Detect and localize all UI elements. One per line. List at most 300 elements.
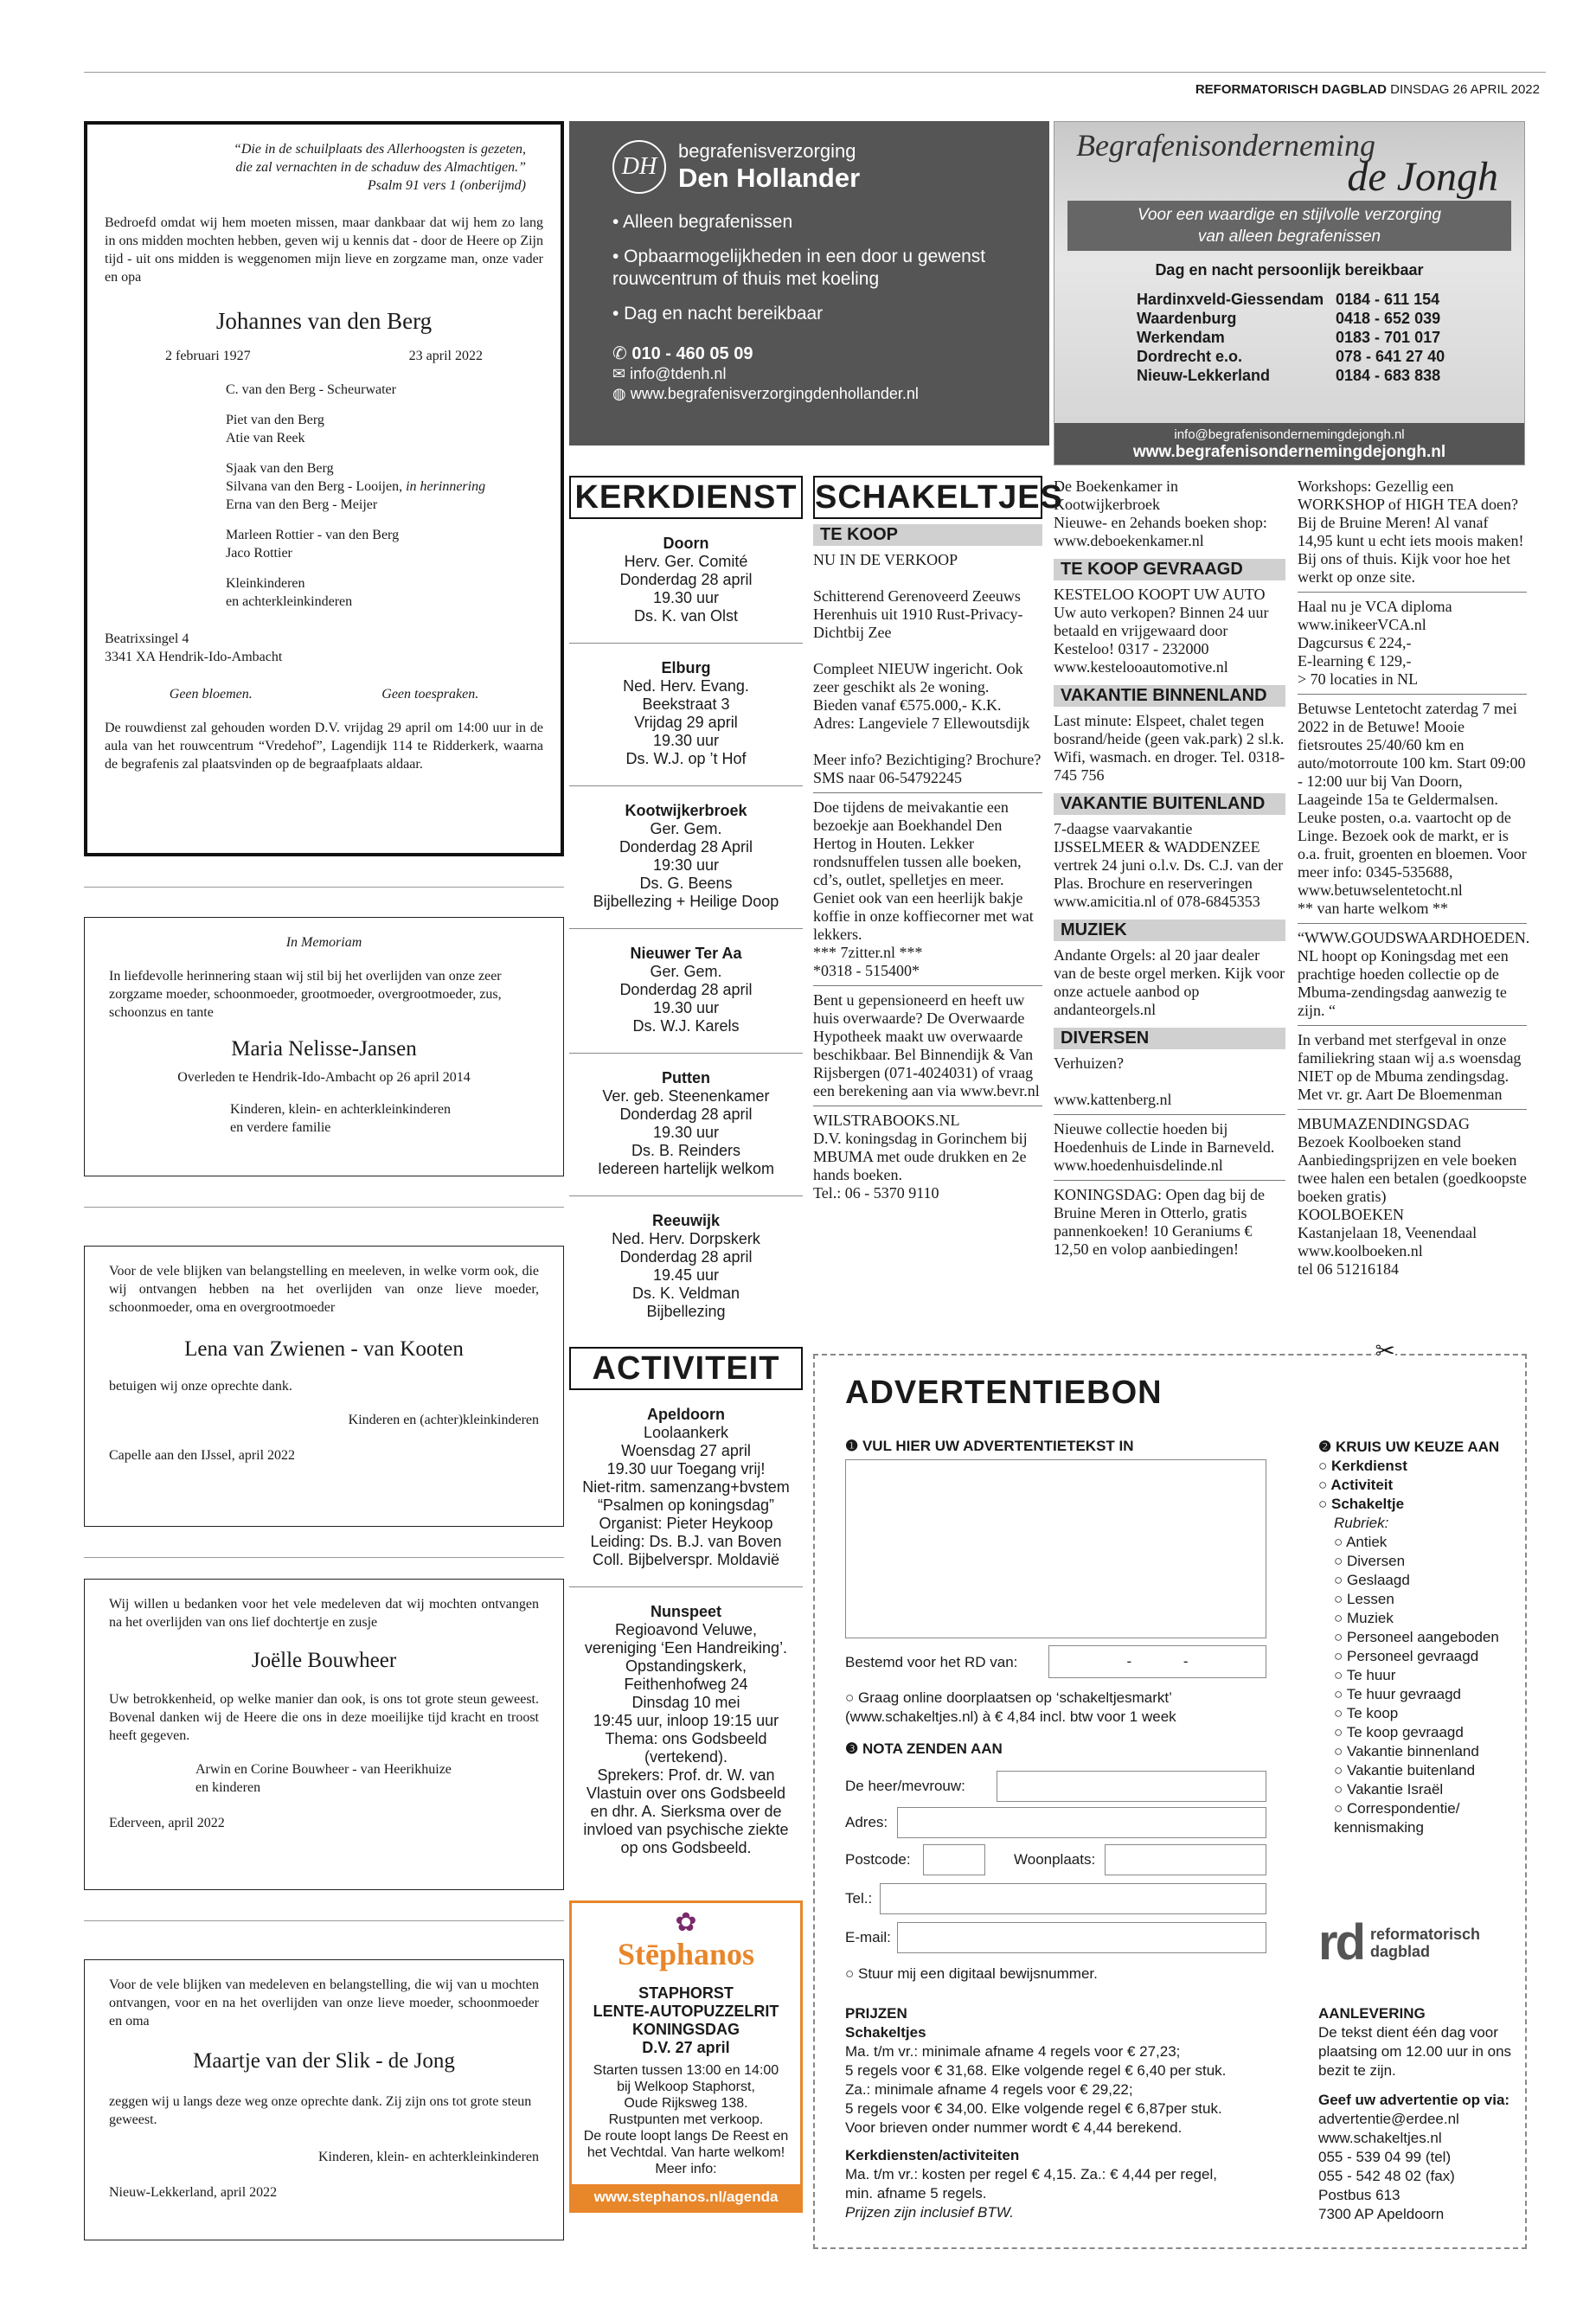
dh-name: Den Hollander <box>678 163 861 193</box>
dh-sub: begrafenisverzorging <box>678 140 856 162</box>
rubriek-option[interactable]: ○ Vakantie binnenland <box>1334 1742 1517 1761</box>
bon-title: ADVERTENTIEBON <box>845 1375 1163 1411</box>
rubriek-option[interactable]: ○ Personeel gevraagd <box>1334 1647 1517 1666</box>
stephanos-logo: Stēphanos <box>617 1937 755 1971</box>
slik-thanks: zeggen wij u langs deze weg onze oprechte dank. Zij zijn ons tot grote steun geweest. <box>109 2094 532 2127</box>
ad-line <box>813 733 1042 751</box>
prices-heading: PRIJZEN <box>845 2005 907 2022</box>
family-member <box>226 447 543 459</box>
address-line-2: 3341 XA Hendrik-Ido-Ambacht <box>105 650 283 664</box>
classified-ad <box>1298 476 1527 593</box>
ad-line: Nieuwe collectie hoeden bij Hoedenhuis de Linde in Barneveld. <box>1054 1120 1275 1156</box>
dj-place: Hardinxveld-Giessendam <box>1137 291 1324 308</box>
bewijs-option[interactable] <box>845 1965 1098 1983</box>
price-line: Za.: minimale afname 4 regels voor € 29,22; <box>845 2081 1133 2098</box>
mail-icon: ✉ <box>612 365 631 382</box>
kerkdienst-line: Beekstraat 3 <box>642 695 730 713</box>
steph-l3: KONINGSDAG <box>631 2021 740 2038</box>
rd-logo <box>1318 1913 1480 1971</box>
aanlevering-heading: AANLEVERING <box>1318 2005 1426 2022</box>
separator <box>84 1207 564 1208</box>
kerkdienst-item <box>569 1054 803 1196</box>
bouwheer-name: Joëlle Bouwheer <box>251 1649 397 1672</box>
activiteit-line: 19:45 uur, inloop 19:15 uur <box>593 1712 779 1729</box>
dj-place: Nieuw-Lekkerland <box>1137 367 1271 384</box>
rubric-heading: VAKANTIE BUITENLAND <box>1054 793 1285 815</box>
kerkdienst-line: 19.45 uur <box>652 1266 720 1284</box>
field-input-f5[interactable] <box>880 1883 1266 1914</box>
ad-line: D.V. koningsdag in Gorinchem bij MBUMA met oude drukken en 2e hands boeken. <box>813 1130 1028 1183</box>
activiteit-item <box>569 1587 803 1875</box>
ad-line: “WWW.GOUDSWAARDHOEDEN. NL hoopt op Koningsdag met een prachtige hoeden collectie op de Mbuma-zendingsdag aanwezig te zijn. “ <box>1298 929 1530 1019</box>
rd-logo-text-1: reformatorisch <box>1370 1925 1481 1943</box>
stephanos-line: Starten tussen 13:00 en 14:00 <box>593 2063 779 2078</box>
paper-name: REFORMATORISCH DAGBLAD <box>1195 82 1387 97</box>
field-label-f5: Tel.: <box>845 1890 873 1907</box>
ad-line: www.inikeerVCA.nl <box>1298 616 1426 633</box>
contact-line: 7300 AP Apeldoorn <box>1318 2206 1445 2222</box>
kerkdienst-place: Kootwijkerbroek <box>625 802 747 819</box>
ad-line: Haal nu je VCA diploma <box>1298 598 1452 615</box>
kerkdienst-line: Ned. Herv. Dorpskerk <box>612 1230 760 1247</box>
stephanos-line: Meer info: <box>655 2162 717 2176</box>
separator <box>84 887 564 888</box>
dh-monogram-icon: DH <box>612 140 666 194</box>
family-member: Jaco Rottier <box>226 546 292 561</box>
rubriek-option[interactable]: ○ Lessen <box>1334 1590 1517 1609</box>
kerkdienst-line: Donderdag 28 april <box>619 981 753 998</box>
classified-ad <box>813 1110 1042 1208</box>
ad-line: Compleet NIEUW ingericht. Ook zeer geschikt als 2e woning. <box>813 660 1023 695</box>
ad-line: 7-daagse vaarvakantie IJSSELMEER & WADDENZEE vertrek 24 juni o.l.v. Ds. C.J. van der Plas. Brochure en reserveringen www.amicitia.nl of 078-6845353 <box>1054 820 1284 910</box>
kerkdienst-place: Elburg <box>661 659 711 676</box>
dh-email: info@tdenh.nl <box>630 365 727 382</box>
dh-bullet-1: • Alleen begrafenissen <box>612 212 793 232</box>
ad-line: SMS naar 06-54792245 <box>813 769 962 786</box>
birth-date: 2 februari 1927 <box>165 349 251 363</box>
classified-ad <box>1054 1118 1285 1181</box>
stephanos-flower-icon: ✿ <box>675 1908 697 1937</box>
family-member: Erna van den Berg - Meijer <box>226 497 378 512</box>
bouwheer-sig-2: en kinderen <box>195 1780 261 1795</box>
ad-line: Bent u gepensioneerd en heeft uw huis overwaarde? De Overwaarde Hypotheek maakt uw overwaarde beschikbaar. Bel Binnendijk & Van Rijsbergen (071-4024031) of vraag een berekening aan via www.bevr.nl <box>813 991 1040 1099</box>
page-header <box>1195 82 1540 97</box>
kerkdienst-place: Nieuwer Ter Aa <box>630 945 742 962</box>
kerkdienst-heading: KERKDIENST <box>569 476 803 519</box>
activiteit-line: Opstandingskerk, <box>625 1657 747 1675</box>
ad-line: Andante Orgels: al 20 jaar dealer van de beste orgel merken. Kijk voor onze actuele aanbod op andanteorgels.nl <box>1054 946 1285 1018</box>
activiteit-line: Coll. Bijbelverspr. Moldavië <box>592 1551 780 1568</box>
rubric-heading: DIVERSEN <box>1054 1028 1285 1049</box>
rd-date-input[interactable] <box>1048 1645 1266 1678</box>
classified-ad <box>1298 596 1527 695</box>
stephanos-line: Rustpunten met verkoop. <box>608 2112 764 2127</box>
ad-line: www.hoedenhuisdelinde.nl <box>1054 1157 1223 1174</box>
ad-line: Schitterend Gerenoveerd Zeeuws Herenhuis uit 1910 Rust-Privacy-Dichtbij Zee <box>813 587 1023 641</box>
notice-intro: Bedroefd omdat wij hem moeten missen, maar dankbaar dat wij hem zo lang in ons midden mochten hebben, geven wij u kennis dat - door de Heere op Zijn tijd - uit ons midden is weggenomen mijn lieve en zorgzame man, onze vader en opa <box>105 215 543 285</box>
stephanos-line: bij Welkoop Staphorst, <box>617 2080 755 2094</box>
dj-web: www.begrafenisondernemingdejongh.nl <box>1132 443 1446 461</box>
death-notice-van-den-berg <box>84 121 564 856</box>
activiteit-line: 19.30 uur Toegang vrij! <box>606 1460 766 1477</box>
kerkdienst-line: 19.30 uur <box>652 589 720 606</box>
ad-text-area[interactable] <box>845 1459 1266 1638</box>
phone-icon: ✆ <box>612 344 632 363</box>
memoriam-notice <box>84 917 564 1176</box>
ad-line: Kastanjelaan 18, Veenendaal <box>1298 1224 1477 1241</box>
slik-place: Nieuw-Lekkerland, april 2022 <box>109 2185 278 2200</box>
classified-ad <box>813 549 1042 793</box>
price-line: Ma. t/m vr.: minimale afname 4 regels voor € 27,23; <box>845 2043 1181 2060</box>
dj-place: Dordrecht e.o. <box>1137 348 1243 365</box>
date-dash-1: - <box>1126 1653 1132 1670</box>
classified-ad <box>1054 476 1285 555</box>
rubriek-option[interactable]: ○ Vakantie Israël <box>1334 1780 1517 1799</box>
psalm-quote-1: “Die in de schuilplaats des Allerhoogsten is gezeten, <box>233 142 526 157</box>
dh-bullet-3: • Dag en nacht bereikbaar <box>612 304 824 324</box>
classified-ad <box>813 990 1042 1106</box>
ad-line: Uw auto verkopen? Binnen 24 uur betaald en vrijgewaard door Kesteloo! 0317 - 232000 www.kestelooautomotive.nl <box>1054 604 1269 676</box>
memoriam-sig-2: en verdere familie <box>230 1120 331 1135</box>
dj-phone: 0418 - 652 039 <box>1336 310 1441 327</box>
price-line: Ma. t/m vr.: kosten per regel € 4,15. Za.: € 4,44 per regel, <box>845 2166 1217 2182</box>
kerkdienst-line: Ds. K. Veldman <box>631 1285 740 1302</box>
online-option[interactable] <box>845 1689 1260 1727</box>
schakeltjes-col-1 <box>813 521 1042 1208</box>
dh-logo-row <box>612 140 1006 194</box>
kerkdienst-line: 19.30 uur <box>652 1124 720 1141</box>
ad-line: Adres: Langeviele 7 Ellewoutsdijk <box>813 715 1030 732</box>
classified-ad <box>1298 1113 1527 1284</box>
advertentiebon <box>813 1337 1527 2249</box>
ad-line: Workshops: Gezellig een WORKSHOP of HIGH TEA doen? Bij de Bruine Meren! Al vanaf 14,95 kunt u echt iets moois maken! Bij ons of thuis. Kijk voor hoe het werkt op onze site. <box>1298 478 1524 586</box>
field-input-f3[interactable] <box>923 1844 985 1875</box>
prices-kerk: Kerkdiensten/activiteiten <box>845 2147 1020 2163</box>
thanks-text: Voor de vele blijken van belangstelling en meeleven, in welke vorm ook, die wij ontvangen hebben na het overlijden van onze lieve moeder, schoonmoeder, oma en overgrootmoeder <box>109 1264 539 1315</box>
dj-phone: 0184 - 683 838 <box>1336 367 1441 384</box>
dj-place-row <box>1137 366 1524 385</box>
choice-option[interactable]: ○ Schakeltje <box>1318 1495 1517 1514</box>
ad-line: Meer info? Bezichtiging? Brochure? <box>813 751 1042 768</box>
activiteit-line: Loolaankerk <box>643 1424 729 1441</box>
top-rule <box>84 72 1546 73</box>
choice-option[interactable]: ○ Kerkdienst <box>1318 1457 1517 1476</box>
kerkdienst-line: Ger. Gem. <box>650 963 722 980</box>
kerkdienst-line: 19:30 uur <box>652 856 720 874</box>
dj-place-row <box>1137 347 1524 366</box>
ad-line: MBUMAZENDINGSDAG <box>1298 1115 1471 1132</box>
prices-list <box>845 2042 1295 2138</box>
contact-list <box>1318 2110 1517 2224</box>
prices-kerk-list <box>845 2165 1295 2203</box>
field-input-f1[interactable] <box>997 1771 1266 1802</box>
thanks-line: betuigen wij onze oprechte dank. <box>109 1379 292 1394</box>
rubriek-option[interactable]: ○ Te huur <box>1334 1666 1517 1685</box>
ad-line: Doe tijdens de meivakantie een bezoekje aan Boekhandel Den Hertog in Houten. Lekker rondsnuffelen tussen alle boeken, cd’s, outlet, spelletjes en meer. Geniet ook van een heerlijk bakje koffie in onze koffiecorner met wat lekkers. <box>813 798 1034 943</box>
dj-reach: Dag en nacht persoonlijk bereikbaar <box>1155 261 1424 279</box>
activiteit-line: vereniging ‘Een Handreiking’. <box>584 1639 788 1657</box>
field-label-f1: De heer/mevrouw: <box>845 1778 965 1794</box>
classified-ad <box>1298 1029 1527 1110</box>
activiteit-line: en dhr. A. Sierksma over de <box>590 1803 782 1820</box>
field-label-f4: Woonplaats: <box>1014 1851 1096 1868</box>
ad-line: Dagcursus € 224,- <box>1298 634 1412 651</box>
slik-name: Maartje van der Slik - de Jong <box>193 2049 455 2073</box>
family-member <box>226 514 543 526</box>
schakeltjes-col-3 <box>1298 476 1530 1284</box>
web-icon: ◍ <box>612 385 631 402</box>
kerkdienst-line: Herv. Ger. Comité <box>624 553 748 570</box>
ad-line: Nieuwe- en 2ehands boeken shop: www.deboekenkamer.nl <box>1054 514 1267 549</box>
bon-step-1: ❶ VUL HIER UW ADVERTENTIETEKST IN <box>845 1438 1134 1454</box>
thanks-name: Lena van Zwienen - van Kooten <box>184 1337 464 1361</box>
kerkdienst-line: Ger. Gem. <box>650 820 722 837</box>
dj-place: Waardenburg <box>1137 310 1237 327</box>
activiteit-item <box>569 1390 803 1587</box>
kerkdienst-line: Donderdag 28 april <box>619 1106 753 1123</box>
prices-incl: Prijzen zijn inclusief BTW. <box>845 2204 1014 2221</box>
ad-line <box>1054 1073 1285 1091</box>
de-jongh-ad <box>1054 121 1525 465</box>
rubriek-option[interactable]: ○ Te huur gevraagd <box>1334 1685 1517 1704</box>
steph-l1: STAPHORST <box>638 1984 734 2002</box>
kerkdienst-line: Ds. W.J. op ’t Hof <box>625 750 747 767</box>
bouwheer-place: Ederveen, april 2022 <box>109 1816 225 1830</box>
rubriek-option[interactable]: ○ Muziek <box>1334 1609 1517 1628</box>
rubriek-option[interactable]: ○ Vakantie buitenland <box>1334 1761 1517 1780</box>
dj-place-row <box>1137 290 1524 309</box>
ad-line: Betuwse Lentetocht zaterdag 7 mei 2022 in de Betuwe! Mooie fietsroutes 25/40/60 km en auto/motorroute 100 km. Start 09:00 - 12:00 uur bij Van Doorn, Laageinde 15a te Geldermalsen. Leuke posten, o.a. vaartocht op de Linge. Bezoek ook de markt, er is o.a. fruit, groenten en bloemen. Voor meer info: 0345-535688, www.betuwselentetocht.nl <box>1298 700 1527 899</box>
ad-line: Verhuizen? <box>1054 1054 1124 1072</box>
kerkdienst-line: Iedereen hartelijk welkom <box>597 1160 775 1177</box>
dj-places <box>1137 290 1524 385</box>
dj-band <box>1067 201 1511 251</box>
activiteit-line: Regioavond Veluwe, <box>614 1621 758 1638</box>
ad-line <box>813 642 1042 660</box>
no-flowers: Geen bloemen. <box>169 687 253 702</box>
activiteit-line: Woensdag 27 april <box>621 1442 751 1459</box>
ad-line: *0318 - 515400* <box>813 962 920 979</box>
rubriek-option[interactable]: ○ Correspondentie/ kennismaking <box>1334 1799 1517 1837</box>
dj-place: Werkendam <box>1137 329 1225 346</box>
choice-list <box>1318 1457 1517 1514</box>
radio-icon: ○ <box>845 1689 858 1706</box>
aanlevering-text: De tekst dient één dag voor plaatsing om 12.00 uur in ons bezit te zijn. <box>1318 2024 1512 2079</box>
activiteit-line: Thema: ons Godsbeeld <box>605 1730 767 1747</box>
rubric-heading: TE KOOP GEVRAAGD <box>1054 559 1285 580</box>
family-member: en achterkleinkinderen <box>226 594 353 609</box>
kerkdienst-line: Donderdag 28 April <box>619 838 753 856</box>
slik-text: Voor de vele blijken van medeleven en belangstelling, die wij van u mochten ontvangen, voor en na het overlijden van onze lieve moeder, schoonmoeder en oma <box>109 1977 539 2029</box>
bon-step-3: ❸ NOTA ZENDEN AAN <box>845 1740 1003 1757</box>
kerkdienst-item <box>569 644 803 786</box>
activiteit-line: Organist: Pieter Heykoop <box>599 1515 773 1532</box>
activiteit-line: (vertekend). <box>644 1748 728 1766</box>
kerkdienst-line: Ds. K. van Olst <box>633 607 739 625</box>
family-list <box>105 381 543 611</box>
ad-line: E-learning € 129,- <box>1298 652 1412 670</box>
memoriam-text: In liefdevolle herinnering staan wij stil bij het overlijden van onze zeer zorgzame moeder, schoonmoeder, grootmoeder, overgrootmoeder, zus, schoonzus en tante <box>109 969 502 1020</box>
field-label-f3: Postcode: <box>845 1851 911 1868</box>
kerkdienst-item <box>569 1196 803 1338</box>
memoriam-died: Overleden te Hendrik-Ido-Ambacht op 26 april 2014 <box>177 1070 471 1085</box>
prices <box>845 2004 1295 2222</box>
family-member: C. van den Berg - Scheurwater <box>226 382 396 397</box>
rubric-heading: TE KOOP <box>813 524 1042 546</box>
rubriek-option[interactable]: ○ Te koop <box>1334 1704 1517 1723</box>
family-member: Kleinkinderen <box>226 576 305 591</box>
dh-phone: 010 - 460 05 09 <box>631 344 753 363</box>
family-member <box>226 562 543 574</box>
kerkdienst-line: Donderdag 28 april <box>619 1248 753 1266</box>
bestemd-label: Bestemd voor het RD van: <box>845 1654 1018 1670</box>
ad-line: www.koolboeken.nl <box>1298 1242 1423 1259</box>
activiteit-place: Nunspeet <box>650 1603 721 1620</box>
ad-line: KOOLBOEKEN <box>1298 1206 1404 1223</box>
contact-line: Postbus 613 <box>1318 2187 1401 2203</box>
memoriam-title: In Memoriam <box>285 935 362 950</box>
address-line-1: Beatrixsingel 4 <box>105 631 189 646</box>
activiteit-line: Leiding: Ds. B.J. van Boven <box>590 1533 782 1550</box>
online-text: Graag online doorplaatsen op ‘schakeltjesmarkt’ (www.schakeltjes.nl) à € 4,84 incl. btw voor 1 week <box>845 1689 1176 1725</box>
dj-email: info@begrafenisondernemingdejongh.nl <box>1174 427 1405 442</box>
rd-logo-text-2: dagblad <box>1370 1942 1431 1960</box>
date-dash-2: - <box>1183 1653 1189 1670</box>
rubric-heading: MUZIEK <box>1054 920 1285 941</box>
activiteit-line: Feithenhofweg 24 <box>624 1676 748 1693</box>
memoriam-name: Maria Nelisse-Jansen <box>231 1037 417 1061</box>
schakeltjes-heading: SCHAKELTJES <box>813 476 1042 519</box>
family-member: Piet van den Berg <box>226 413 324 427</box>
classified-ad <box>1298 927 1530 1026</box>
kerkdienst-place: Doorn <box>663 535 709 552</box>
contact-line: 055 - 539 04 99 (tel) <box>1318 2149 1452 2165</box>
thanks-sig: Kinderen en (achter)kleinkinderen <box>348 1413 539 1427</box>
stephanos-line: het Vechtdal. Van harte welkom! <box>586 2145 785 2160</box>
family-member: Silvana van den Berg - Looijen, in herinnering <box>226 479 486 494</box>
field-input-f6[interactable] <box>897 1922 1266 1953</box>
stephanos-text <box>572 2062 800 2184</box>
classified-ad <box>1054 1184 1285 1264</box>
field-input-f2[interactable] <box>897 1807 1266 1838</box>
slik-sig: Kinderen, klein- en achterkleinkinderen <box>318 2150 539 2164</box>
prices-schakeltjes: Schakeltjes <box>845 2024 926 2041</box>
rubriek-option[interactable]: ○ Te koop gevraagd <box>1334 1723 1517 1742</box>
kerkdienst-place: Reeuwijk <box>651 1212 721 1229</box>
stephanos-ad <box>569 1900 803 2213</box>
activiteit-line: Sprekers: Prof. dr. W. van <box>597 1766 775 1784</box>
scissors-icon: ✂ <box>1375 1337 1395 1364</box>
psalm-quote-2: die zal vernachten in de schaduw des Almachtigen.” <box>235 160 526 175</box>
kerkdienst-item <box>569 786 803 929</box>
classified-ad <box>1054 818 1285 916</box>
activiteit-line: Dinsdag 10 mei <box>631 1694 740 1711</box>
schakeltjes-heading-wrap <box>813 476 1063 519</box>
stephanos-web[interactable]: www.stephanos.nl/agenda <box>572 2184 800 2210</box>
rubriek-option[interactable]: ○ Antiek <box>1334 1533 1517 1552</box>
field-input-f4[interactable] <box>1105 1844 1266 1875</box>
dj-title-1: Begrafenisonderneming <box>1076 128 1375 163</box>
separator <box>84 1557 564 1558</box>
activiteit-line: invloed van psychische ziekte <box>583 1821 789 1838</box>
ad-line: *** 7zitter.nl *** <box>813 944 923 961</box>
kerkdienst-line: Bijbellezing <box>646 1303 726 1320</box>
classified-ad <box>813 797 1042 986</box>
family-member <box>226 399 543 411</box>
kerkdienst-line: Ned. Herv. Evang. <box>623 677 749 695</box>
kerkdienst-column <box>569 476 803 2213</box>
thanks-notice-van-zwienen <box>84 1246 564 1527</box>
notice-requests <box>105 685 543 703</box>
kerkdienst-line: Donderdag 28 april <box>619 571 753 588</box>
activiteit-line: “Psalmen op koningsdag” <box>597 1497 775 1514</box>
price-line: min. afname 5 regels. <box>845 2185 987 2202</box>
ad-line: De Boekenkamer in Kootwijkerbroek <box>1054 478 1178 513</box>
activiteit-line: Vlastuin over ons Godsbeeld <box>586 1785 786 1802</box>
classified-ad <box>1298 698 1527 924</box>
rubriek-list <box>1318 1533 1517 1837</box>
dj-band-1: Voor een waardige en stijlvolle verzorging <box>1138 206 1441 224</box>
service-info: De rouwdienst zal gehouden worden D.V. vrijdag 29 april om 14:00 uur in de aula van het rouwcentrum “Vredehof”, Lagendijk 114 te Ridderkerk, waarna de begrafenis zal plaatsvinden op de begraafplaats aldaar. <box>105 721 543 772</box>
rubriek-option[interactable]: ○ Personeel aangeboden <box>1334 1628 1517 1647</box>
kerkdienst-line: 19.30 uur <box>652 999 720 1016</box>
activiteit-line: op ons Godsbeeld. <box>620 1839 752 1856</box>
kerkdienst-line: Ds. G. Beens <box>639 875 733 892</box>
den-hollander-ad <box>569 121 1049 445</box>
classified-ad <box>1054 1053 1285 1115</box>
ad-line: > 70 locaties in NL <box>1298 670 1419 688</box>
bouwheer-text-2: Uw betrokkenheid, op welke manier dan ook, is ons tot grote steun geweest. Bovenal danken wij de Heere die ons in deze moeilijke tijd kracht en troost heeft gegeven. <box>109 1692 539 1743</box>
thanks-notice-van-der-slik <box>84 1959 564 2240</box>
ad-line: In verband met sterfgeval in onze familiekring staan wij a.s woensdag NIET op de Mbuma zendingsdag. Met vr. gr. Aart De Bloemenman <box>1298 1031 1522 1103</box>
rubriek-option[interactable]: ○ Geslaagd <box>1334 1571 1517 1590</box>
no-speeches: Geen toespraken. <box>381 687 479 702</box>
kerkdienst-line: Vrijdag 29 april <box>634 714 738 731</box>
contact-line: www.schakeltjes.nl <box>1318 2130 1442 2146</box>
price-line: Voor brieven onder nummer wordt € 4,44 berekend. <box>845 2119 1183 2136</box>
family-member: Atie van Reek <box>226 431 305 445</box>
classified-ad <box>1054 584 1285 682</box>
thanks-notice-bouwheer <box>84 1579 564 1890</box>
dj-phone: 0183 - 701 017 <box>1336 329 1441 346</box>
aanlevering <box>1318 2004 1517 2224</box>
kerkdienst-line: Ds. W.J. Karels <box>632 1017 740 1035</box>
price-line: 5 regels voor € 31,68. Elke volgende regel € 6,40 per stuk. <box>845 2062 1227 2079</box>
kerkdienst-list <box>569 519 803 1338</box>
family-member: Sjaak van den Berg <box>226 461 334 476</box>
ad-line: tel 06 51216184 <box>1298 1260 1399 1278</box>
ad-line: Bezoek Koolboeken stand Aanbiedingsprijzen en vele boeken twee halen een betalen (goedkoopste boeken gratis) <box>1298 1133 1527 1205</box>
rubriek-option[interactable]: ○ Diversen <box>1334 1552 1517 1571</box>
field-label-f6: E-mail: <box>845 1929 891 1945</box>
deceased-name: Johannes van den Berg <box>215 308 433 334</box>
choice-option[interactable]: ○ Activiteit <box>1318 1476 1517 1495</box>
steph-l4: D.V. 27 april <box>642 2039 730 2056</box>
kerkdienst-item <box>569 519 803 644</box>
field-label-f2: Adres: <box>845 1814 888 1830</box>
classified-ad <box>1054 710 1285 790</box>
activiteit-list <box>569 1390 803 1875</box>
stephanos-line: Oude Rijksweg 138. <box>624 2096 748 2111</box>
ad-line: WILSTRABOOKS.NL <box>813 1112 960 1129</box>
activiteit-place: Apeldoorn <box>647 1406 725 1423</box>
bon-step-2: ❷ KRUIS UW KEUZE AAN <box>1318 1439 1500 1455</box>
activiteit-heading: ACTIVITEIT <box>569 1347 803 1390</box>
family-member: Marleen Rottier - van den Berg <box>226 528 400 542</box>
schakeltjes-col-2 <box>1054 476 1285 1264</box>
memoriam-sig-1: Kinderen, klein- en achterkleinkinderen <box>230 1102 451 1117</box>
dj-place-row <box>1137 328 1524 347</box>
